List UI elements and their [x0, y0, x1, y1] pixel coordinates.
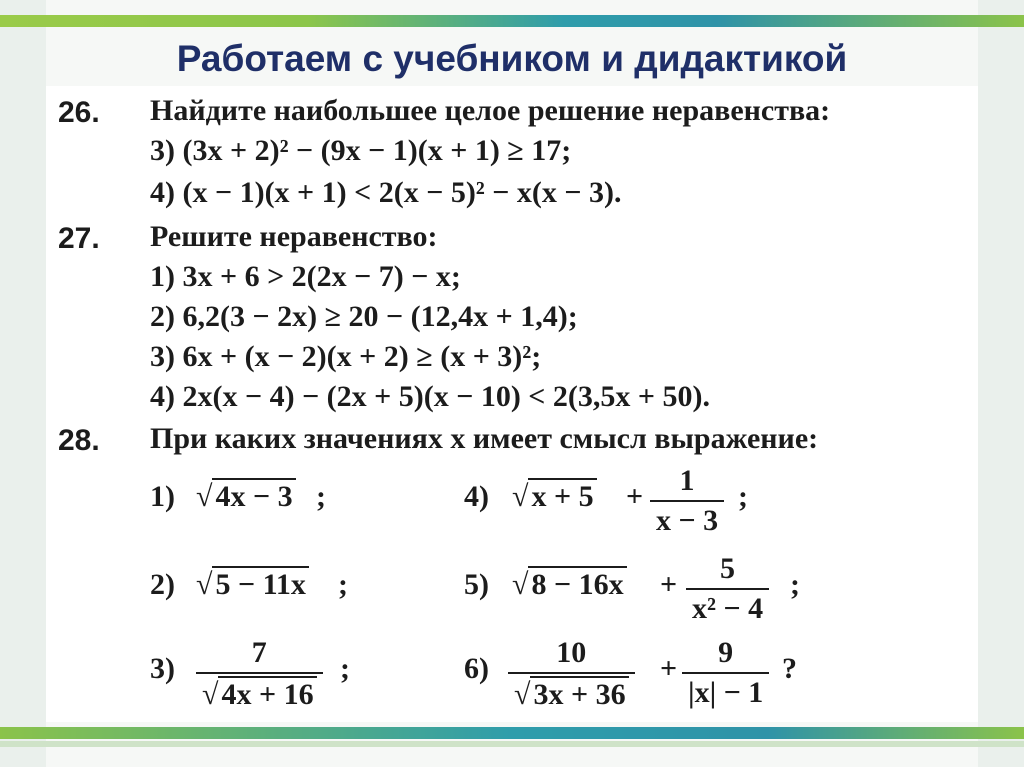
punctuation: ;: [338, 568, 348, 601]
fraction: [650, 464, 724, 538]
fraction-denominator: x² − 4: [686, 588, 769, 626]
punctuation: ;: [340, 652, 350, 685]
problem-26-number: 26.: [58, 96, 100, 129]
plus-sign: +: [660, 652, 678, 685]
sqrt-expression: √ 5 − 11x: [196, 566, 309, 602]
plus-sign: +: [626, 480, 644, 513]
problem-28-label: 3): [150, 652, 175, 685]
bottom-stripe: [0, 727, 1024, 739]
problem-28-label: 5): [464, 568, 489, 601]
problem-27-item: 1) 3x + 6 > 2(2x − 7) − x;: [150, 260, 461, 293]
punctuation: ;: [738, 480, 748, 513]
fraction-denominator: √ 4x + 16: [196, 672, 323, 712]
problem-28-label: 1): [150, 480, 175, 513]
problem-27-item: 3) 6x + (x − 2)(x + 2) ≥ (x + 3)²;: [150, 340, 542, 373]
punctuation: ?: [782, 652, 797, 685]
problem-26-prompt: Найдите наибольшее целое решение неравенства:: [150, 94, 831, 127]
problem-27-number: 27.: [58, 222, 100, 255]
fraction-numerator: 10: [556, 636, 587, 669]
fraction: [682, 636, 769, 710]
problem-27-item: 2) 6,2(3 − 2x) ≥ 20 − (12,4x + 1,4);: [150, 300, 578, 333]
problem-26-item: 4) (x − 1)(x + 1) < 2(x − 5)² − x(x − 3).: [150, 176, 622, 209]
textbook-page: [46, 86, 978, 722]
background-left: [0, 0, 46, 767]
problem-28-label: 2): [150, 568, 175, 601]
fraction-numerator: 7: [251, 636, 267, 669]
fraction-denominator: |x| − 1: [682, 672, 769, 710]
punctuation: ;: [790, 568, 800, 601]
top-stripe: [0, 15, 1024, 27]
problem-27-prompt: Решите неравенство:: [150, 220, 438, 253]
problem-27-item: 4) 2x(x − 4) − (2x + 5)(x − 10) < 2(3,5x + 50).: [150, 380, 710, 413]
background-right: [978, 0, 1024, 767]
fraction-numerator: 1: [679, 464, 695, 497]
plus-sign: +: [660, 568, 678, 601]
sqrt-expression: √ x + 5: [512, 478, 597, 514]
fraction-numerator: 9: [718, 636, 734, 669]
fraction-denominator: √ 3x + 36: [508, 672, 635, 712]
problem-28-prompt: При каких значениях x имеет смысл выражение:: [150, 422, 819, 455]
punctuation: ;: [316, 480, 326, 513]
fraction-denominator: x − 3: [650, 500, 724, 538]
problem-28-label: 4): [464, 480, 489, 513]
bottom-stripe-light: [0, 741, 1024, 747]
page-title: Работаем с учебником и дидактикой: [176, 38, 848, 79]
sqrt-expression: √ 8 − 16x: [512, 566, 627, 602]
problem-28-label: 6): [464, 652, 489, 685]
problem-26-item: 3) (3x + 2)² − (9x − 1)(x + 1) ≥ 17;: [150, 134, 572, 167]
sqrt-expression: √ 4x − 3: [196, 478, 296, 514]
fraction: [196, 636, 323, 712]
fraction-numerator: 5: [720, 552, 736, 585]
fraction: [686, 552, 769, 626]
fraction: [508, 636, 635, 712]
problem-28-number: 28.: [58, 424, 100, 457]
